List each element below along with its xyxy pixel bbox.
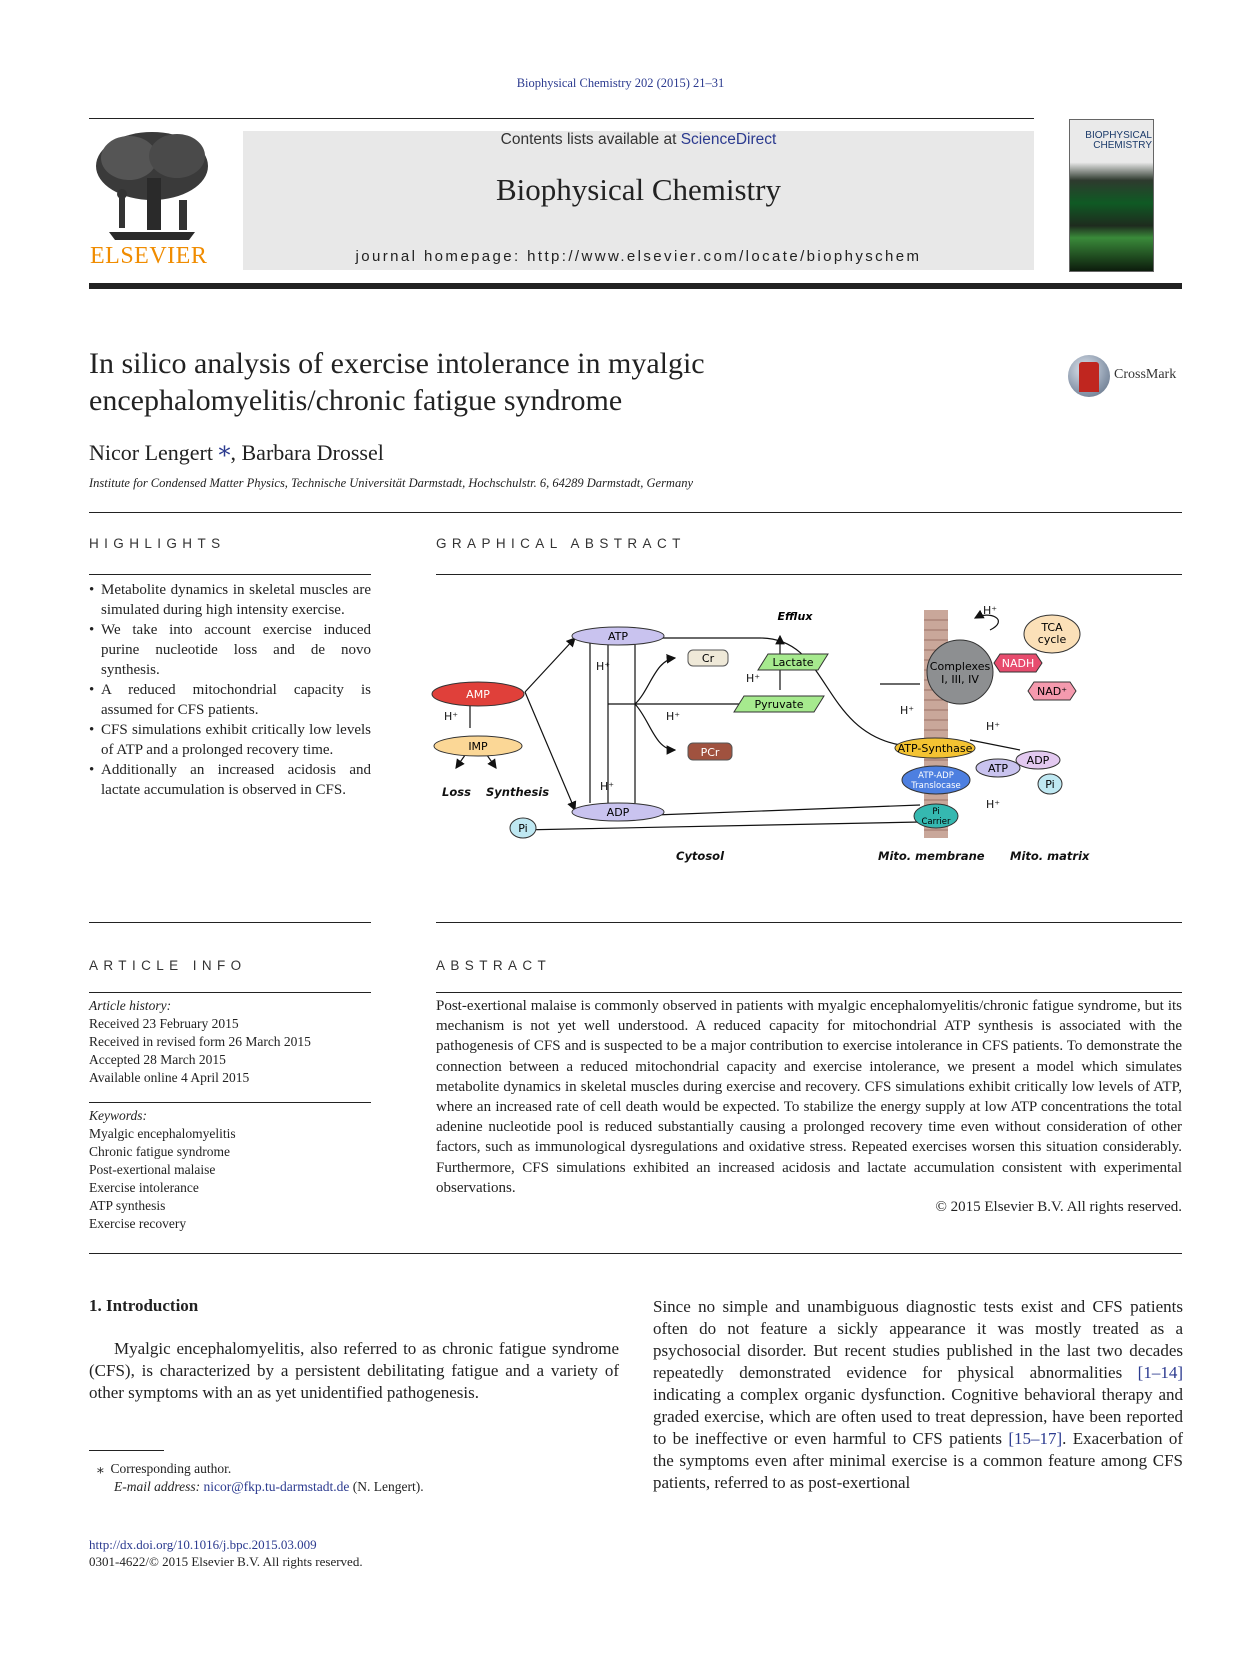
node-pcr-label: PCr	[700, 746, 720, 759]
author-2[interactable]: , Barbara Drossel	[230, 440, 384, 465]
crossmark-bookmark-icon	[1079, 362, 1099, 392]
keywords-rule	[89, 1102, 371, 1103]
footnote-corresponding	[97, 1460, 424, 1478]
node-pyruvate	[734, 696, 824, 712]
ref-link-15-17[interactable]: [15–17]	[1008, 1429, 1063, 1448]
front-matter-bottom-rule	[89, 1253, 1182, 1254]
node-atp-matrix-label: ATP	[987, 762, 1009, 775]
node-pi-carrier-label: Pi	[932, 807, 940, 817]
node-adp-matrix-label: ADP	[1026, 754, 1050, 767]
node-atp-synthase	[895, 738, 975, 758]
node-pi-carrier-label2: Carrier	[921, 817, 951, 827]
keyword: Exercise recovery	[89, 1216, 187, 1231]
graphical-abstract-rule	[436, 574, 1182, 575]
highlight-item: • CFS simulations exhibit critically low levels of ATP and a prolonged recovery time.	[89, 720, 371, 760]
journal-title: Biophysical Chemistry	[495, 172, 781, 207]
issn-line: 0301-4622/© 2015 Elsevier B.V. All rights reserved.	[89, 1554, 363, 1569]
abstract-copyright: © 2015 Elsevier B.V. All rights reserved.	[935, 1199, 1182, 1215]
running-header[interactable]: Biophysical Chemistry 202 (2015) 21–31	[516, 76, 725, 90]
crossmark-label[interactable]: CrossMark	[1114, 367, 1177, 382]
node-tca-label2: cycle	[1037, 633, 1067, 646]
node-pi-matrix-label: Pi	[1045, 778, 1055, 791]
node-atp	[572, 627, 664, 645]
node-cr-label: Cr	[701, 652, 715, 665]
journal-homepage[interactable]: journal homepage: http://www.elsevier.com/locate/biophyschem	[355, 248, 922, 265]
h-label: H⁺	[596, 660, 611, 673]
highlight-item: • Additionally an increased acidosis and lactate accumulation is observed in CFS.	[89, 760, 371, 800]
intro-para2-a: Since no simple and unambiguous diagnostic tests exist and CFS patients often do not feature a sickly appearance it was mostly treated as a psychosocial disorder. But recent studies published in the last two decades repeatedly demonstrated evidence for physical abnormalities	[653, 1297, 1183, 1382]
keyword: Post-exertional malaise	[89, 1162, 216, 1177]
efflux-label: Efflux	[777, 610, 813, 623]
node-complexes-label: Complexes	[929, 660, 991, 673]
highlights-list	[89, 580, 371, 800]
keywords-label: Keywords:	[89, 1108, 147, 1123]
keyword: Chronic fatigue syndrome	[89, 1144, 230, 1159]
footnote-email-line	[97, 1478, 424, 1496]
node-translocase	[902, 766, 970, 794]
contents-prefix: Contents lists available at	[500, 131, 681, 148]
highlights-bottom-rule	[89, 922, 371, 923]
h-label: H⁺	[986, 798, 1001, 811]
node-nadh	[994, 654, 1042, 672]
email-suffix: (N. Lengert).	[349, 1479, 424, 1494]
history-online: Available online 4 April 2015	[89, 1070, 250, 1085]
h-label: H⁺	[986, 720, 1001, 733]
title-line-2: encephalomyelitis/chronic fatigue syndrome	[89, 384, 623, 417]
keyword: ATP synthesis	[89, 1198, 166, 1213]
title-line-1: In silico analysis of exercise intolerance in myalgic	[89, 347, 705, 380]
node-translocase-label: ATP-ADP	[918, 771, 954, 781]
article-info-rule	[89, 992, 371, 993]
contents-line	[243, 131, 1034, 149]
node-imp	[434, 736, 522, 756]
node-pi-label: Pi	[518, 822, 528, 835]
history-received: Received 23 February 2015	[89, 1016, 239, 1031]
sciencedirect-link[interactable]: ScienceDirect	[680, 131, 777, 148]
history-revised: Received in revised form 26 March 2015	[89, 1034, 311, 1049]
abstract-text: Post-exertional malaise is commonly observed in patients with myalgic encephalomyelitis/chronic fatigue syndrome, but its mechanism is not yet well understood. A reduced capacity for mitochondrial ATP synthesis is associated with the pathogenesis of CFS and is suspected to be a major contribution to exercise intolerance in CFS patients. To demonstrate the connection between a reduced mitochondrial capacity and exercise intolerance, we present a model which simulates metabolite dynamics in skeletal muscles during exercise and recovery. CFS simulations exhibit critically low levels of ATP, where an increased rate of cell death would be expected. To stabilize the energy supply at low ATP concentrations the total adenine nucleotide pool is reduced substantially causing a prolonged recovery time even without consideration of other factors, such as immunological dysregulations and oxidative stress. Repeated exercises worsen this situation considerably. Furthermore, CFS simulations exhibited an increased acidosis and lactate accumulation consistent with experimental observations.	[436, 998, 1182, 1196]
node-nad	[1028, 682, 1076, 700]
node-amp	[432, 682, 524, 706]
node-adp	[572, 803, 664, 821]
cover-title	[1074, 131, 1152, 151]
h-label: H⁺	[666, 710, 681, 723]
node-pyruvate-label: Pyruvate	[754, 698, 804, 711]
node-tca	[1024, 615, 1080, 653]
node-lactate	[758, 654, 828, 670]
h-label: H⁺	[900, 704, 915, 717]
graphical-abstract-heading: GRAPHICAL ABSTRACT	[436, 536, 686, 551]
email-label: E-mail address:	[114, 1479, 204, 1494]
cytosol-label: Cytosol	[676, 849, 725, 863]
keywords	[89, 1107, 371, 1233]
intro-heading: 1. Introduction	[89, 1296, 199, 1315]
node-complexes	[927, 640, 993, 704]
affiliation: Institute for Condensed Matter Physics, Technische Universität Darmstadt, Hochschulstr. 6, 64289 Darmstadt, Germany	[89, 476, 694, 490]
abstract-heading: ABSTRACT	[436, 958, 552, 973]
elsevier-tree-logo	[89, 128, 215, 242]
highlight-item: • A reduced mitochondrial capacity is assumed for CFS patients.	[89, 680, 371, 720]
footnote-star: ⁎	[97, 1461, 104, 1476]
header-thick-rule	[89, 283, 1182, 289]
footnote	[97, 1460, 424, 1496]
keyword: Myalgic encephalomyelitis	[89, 1126, 236, 1141]
node-pi	[510, 818, 536, 838]
h-label: H⁺	[746, 672, 761, 685]
article-title	[89, 345, 849, 419]
intro-paragraph-1: Myalgic encephalomyelitis, also referred to as chronic fatigue syndrome (CFS), is characterized by a persistent debilitating fatigue and a variety of other symptoms with an as yet unidentified pathogenesis.	[89, 1339, 619, 1402]
h-label: H⁺	[600, 780, 615, 793]
graphical-bottom-rule	[436, 922, 1182, 923]
loss-label: Loss	[442, 785, 471, 799]
mito-matrix-label: Mito. matrix	[1010, 849, 1090, 863]
doi-link[interactable]: http://dx.doi.org/10.1016/j.bpc.2015.03.009	[89, 1537, 317, 1552]
corresponding-star[interactable]: ⁎	[218, 436, 231, 462]
keyword: Exercise intolerance	[89, 1180, 199, 1195]
node-atp-label: ATP	[607, 630, 629, 643]
node-complexes-label2: I, III, IV	[941, 673, 979, 686]
h-label: H⁺	[444, 710, 459, 723]
footnote-rule	[89, 1450, 164, 1451]
mito-membrane-label: Mito. membrane	[878, 849, 985, 863]
highlights-heading: HIGHLIGHTS	[89, 536, 226, 551]
node-lactate-label: Lactate	[772, 656, 814, 669]
cover-title-line1: BIOPHYSICAL	[1085, 130, 1152, 141]
intro-paragraph-2	[653, 1296, 1183, 1494]
author-1[interactable]: Nicor Lengert	[89, 440, 213, 465]
elsevier-wordmark: ELSEVIER	[90, 243, 208, 269]
abstract-rule	[436, 992, 1182, 993]
h-label: H⁺	[983, 604, 998, 617]
node-amp-label: AMP	[466, 688, 490, 701]
node-atp-matrix	[976, 759, 1020, 777]
node-pcr	[688, 743, 732, 760]
header-top-rule	[89, 118, 1034, 119]
node-cr	[688, 650, 728, 666]
intro-para2-b: indicating a complex organic dysfunction. Cognitive behavioral therapy and graded exercise, which are often used to treat depression, have been reported to be ineffective or even harmful to CFS patients	[653, 1385, 1183, 1448]
node-atp-synthase-label: ATP-Synthase	[897, 742, 973, 755]
node-imp-label: IMP	[468, 740, 488, 753]
node-translocase-label2: Translocase	[911, 781, 961, 791]
highlight-item: • Metabolite dynamics in skeletal muscles are simulated during high intensity exercise.	[89, 580, 371, 620]
email-link[interactable]: nicor@fkp.tu-darmstadt.de	[203, 1479, 350, 1494]
authors	[89, 434, 384, 466]
graphical-abstract-diagram	[430, 600, 1110, 880]
node-tca-label: TCA	[1041, 621, 1063, 634]
affil-rule	[89, 512, 1182, 513]
cover-title-line2: CHEMISTRY	[1093, 140, 1152, 151]
article-info-heading: ARTICLE INFO	[89, 958, 247, 973]
node-pi-carrier	[914, 804, 958, 828]
node-adp-matrix	[1016, 751, 1060, 769]
footnote-corresponding-text: Corresponding author.	[110, 1461, 232, 1476]
highlight-item: • We take into account exercise induced purine nucleotide loss and de novo synthesis.	[89, 620, 371, 680]
node-pi-matrix	[1038, 774, 1062, 794]
ref-link-1-14[interactable]: [1–14]	[1137, 1363, 1183, 1382]
intro-para2-c: . Exacerbation of the symptoms even after minimal exercise is a common feature among CFS patients, referred to as post-exertional	[653, 1429, 1183, 1492]
node-nadh-label: NADH	[1001, 657, 1035, 670]
footer	[89, 1536, 363, 1570]
highlights-rule	[89, 574, 371, 575]
history-label: Article history:	[89, 998, 172, 1013]
article-history	[89, 997, 371, 1087]
node-adp-label: ADP	[606, 806, 630, 819]
synthesis-label: Synthesis	[486, 785, 550, 799]
node-nad-label: NAD⁺	[1036, 685, 1068, 698]
history-accepted: Accepted 28 March 2015	[89, 1052, 226, 1067]
